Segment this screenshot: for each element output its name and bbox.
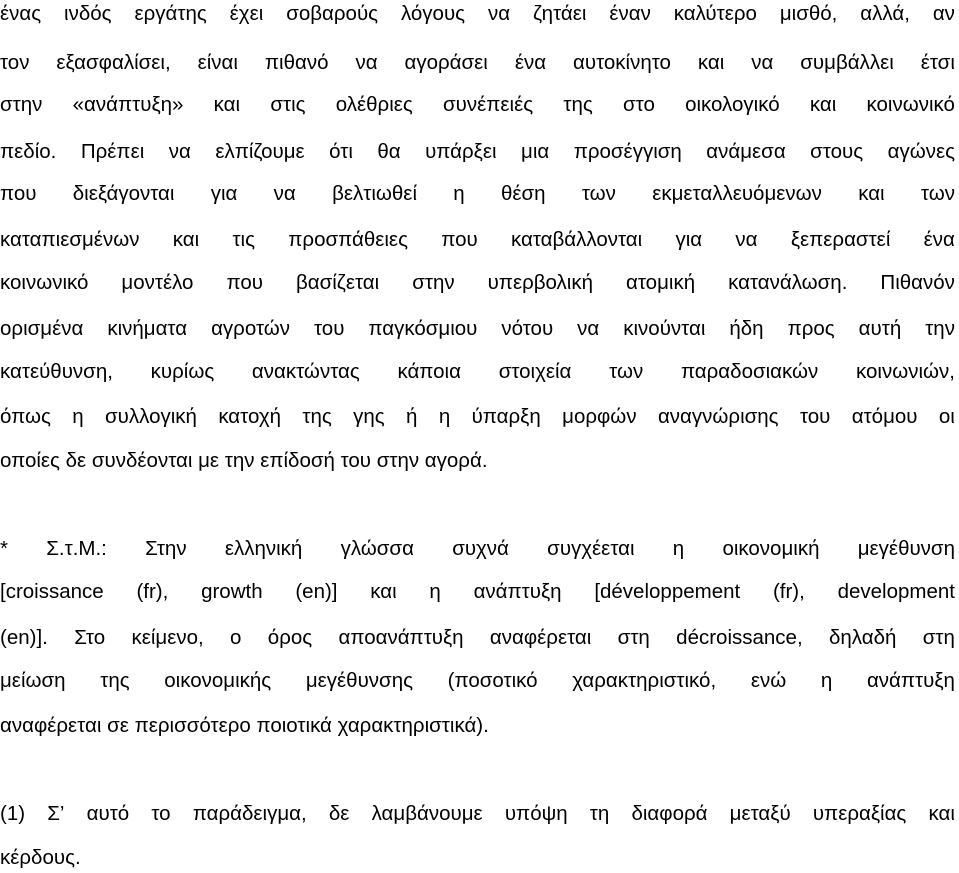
word: και xyxy=(172,228,200,251)
word: (fr), xyxy=(136,580,169,603)
word: χαρακτηριστικό, xyxy=(572,669,717,692)
word: μεταξύ xyxy=(729,802,791,825)
word: ανάμεσα xyxy=(706,140,786,163)
word: αν xyxy=(932,2,955,25)
word: οι xyxy=(938,405,955,428)
note-line xyxy=(0,669,955,693)
word: για xyxy=(675,228,703,251)
word: ανάπτυξη xyxy=(473,580,562,603)
word: στην xyxy=(412,271,455,294)
word: Στο xyxy=(74,626,106,649)
word: κείμενο, xyxy=(131,626,204,649)
word: να xyxy=(487,2,511,25)
word: Πρέπει xyxy=(80,140,145,163)
word: πιθανό xyxy=(264,51,329,74)
word: στην xyxy=(0,93,43,116)
word: να xyxy=(273,182,296,205)
paragraph-line xyxy=(0,405,955,429)
word: παράδειγμα, xyxy=(192,802,307,825)
word: παραδοσιακών xyxy=(680,360,819,383)
word: για xyxy=(210,182,238,205)
word: υπερβολική xyxy=(487,271,594,294)
paragraph-line xyxy=(0,2,955,26)
word: την xyxy=(925,317,955,340)
word: συμβάλλει xyxy=(800,51,894,74)
word: οικονομική xyxy=(722,537,820,560)
word: ένας xyxy=(0,2,42,25)
word: λαμβάνουμε xyxy=(371,802,483,825)
word: αποανάπτυξη xyxy=(338,626,464,649)
word: [développement xyxy=(594,580,741,603)
word: στο xyxy=(622,93,655,116)
word: Στην xyxy=(145,537,187,560)
word: συνέπειές xyxy=(443,93,534,116)
word: μορφών xyxy=(562,405,637,428)
word: αλλά, xyxy=(860,2,910,25)
word: να xyxy=(577,317,600,340)
word: ανάπτυξη xyxy=(866,669,955,692)
word: ήδη xyxy=(729,317,764,340)
word: και xyxy=(213,93,241,116)
word: υπάρξει xyxy=(425,140,497,163)
word: κοινωνιών, xyxy=(856,360,955,383)
word: κινούνται xyxy=(623,317,706,340)
word: του xyxy=(314,317,345,340)
word: décroissance, xyxy=(676,626,803,649)
word: νότου xyxy=(501,317,554,340)
word: ελπίζουμε xyxy=(215,140,305,163)
word: γης xyxy=(353,405,385,428)
paragraph-line xyxy=(0,93,955,117)
word: μείωση xyxy=(0,669,66,692)
word: μοντέλο xyxy=(121,271,194,294)
note-line xyxy=(0,537,955,561)
word: ύπαρξη xyxy=(471,405,541,428)
word: ο xyxy=(230,626,242,649)
word: διεξάγονται xyxy=(72,182,175,205)
word: η xyxy=(429,580,441,603)
word: ατομική xyxy=(626,271,696,294)
word: της xyxy=(302,405,332,428)
word: ατόμου xyxy=(851,405,918,428)
word: και xyxy=(697,51,725,74)
word: των xyxy=(920,182,955,205)
word: βελτιωθεί xyxy=(332,182,417,205)
word: θέση xyxy=(500,182,546,205)
word: ξεπεραστεί xyxy=(790,228,891,251)
paragraph-line xyxy=(0,317,955,341)
word: τη xyxy=(589,802,610,825)
word: πεδίο. xyxy=(0,140,57,163)
word: να xyxy=(168,140,191,163)
footnote-line xyxy=(0,802,955,826)
word: Σ.τ.Μ.: xyxy=(46,537,107,560)
word: είναι xyxy=(197,51,238,74)
word: και xyxy=(928,802,955,825)
word: προς xyxy=(787,317,835,340)
word: μια xyxy=(521,140,550,163)
word: η xyxy=(672,537,685,560)
word: αυτή xyxy=(858,317,902,340)
word: ένα xyxy=(514,51,547,74)
word: κινήματα xyxy=(107,317,188,340)
word: αγοράσει xyxy=(404,51,488,74)
word: ή xyxy=(406,405,418,428)
word: ορισμένα xyxy=(0,317,84,340)
word: κατεύθυνση, xyxy=(0,360,113,383)
word: development xyxy=(837,580,955,603)
word: βασίζεται xyxy=(295,271,380,294)
word: [croissance xyxy=(0,580,104,603)
word: μεγέθυνση xyxy=(857,537,955,560)
word: ολέθριες xyxy=(335,93,413,116)
word: στοιχεία xyxy=(498,360,572,383)
word: growth xyxy=(201,580,263,603)
word: τον xyxy=(0,51,30,74)
word: εργάτης xyxy=(134,2,207,25)
word: * xyxy=(0,537,8,560)
word: ενώ xyxy=(750,669,787,692)
word: μισθό, xyxy=(779,2,838,25)
word: εξασφαλίσει, xyxy=(56,51,171,74)
word: και xyxy=(370,580,397,603)
word: κάποια xyxy=(397,360,461,383)
word: κυρίως xyxy=(150,360,215,383)
word: Σ’ xyxy=(47,802,65,825)
word: καταβάλλονται xyxy=(510,228,643,251)
word: θα xyxy=(377,140,401,163)
word: κοινωνικό xyxy=(866,93,955,116)
word: στις xyxy=(270,93,306,116)
word: σοβαρούς xyxy=(286,2,379,25)
paragraph-line-last: οποίες δε συνδέονται με την επίδοσή του στην αγορά. xyxy=(0,449,488,472)
word: στη xyxy=(617,626,650,649)
note-line-last: αναφέρεται σε περισσότερο ποιοτικά χαρακτηριστικά). xyxy=(0,714,489,737)
word: στη xyxy=(922,626,955,649)
word: όπως xyxy=(0,405,51,428)
word: οικολογικό xyxy=(685,93,780,116)
word: που xyxy=(226,271,263,294)
word: η xyxy=(438,405,451,428)
word: που xyxy=(441,228,478,251)
word: υπόψη xyxy=(504,802,568,825)
word: να xyxy=(751,51,774,74)
word: των xyxy=(581,182,616,205)
word: συλλογική xyxy=(105,405,197,428)
word: η xyxy=(820,669,833,692)
word: της xyxy=(100,669,130,692)
word: συχνά xyxy=(452,537,509,560)
word: ελληνική xyxy=(224,537,303,560)
paragraph-line xyxy=(0,182,955,206)
word: συγχέεται xyxy=(547,537,635,560)
word: ινδός xyxy=(64,2,112,25)
paragraph-line xyxy=(0,228,955,252)
word: αναφέρεται xyxy=(489,626,592,649)
word: των xyxy=(609,360,644,383)
word: κατοχή xyxy=(218,405,281,428)
word: αγροτών xyxy=(211,317,291,340)
word: και xyxy=(809,93,837,116)
paragraph-line xyxy=(0,271,955,295)
note-line xyxy=(0,580,955,604)
word: η xyxy=(72,405,84,428)
word: κοινωνικό xyxy=(0,271,89,294)
word: έναν xyxy=(609,2,651,25)
word: όρος xyxy=(267,626,313,649)
footnote-line-last: κέρδους. xyxy=(0,846,81,869)
word: οικονομικής xyxy=(164,669,272,692)
word: διαφορά xyxy=(631,802,708,825)
word: έτσι xyxy=(920,51,955,74)
word: αγώνες xyxy=(887,140,955,163)
word: προσέγγιση xyxy=(573,140,682,163)
word: η xyxy=(453,182,465,205)
word: προσπάθειες xyxy=(288,228,408,251)
word: να xyxy=(735,228,758,251)
word: λόγους xyxy=(400,2,466,25)
word: ανακτώντας xyxy=(251,360,360,383)
word: να xyxy=(355,51,378,74)
word: της xyxy=(563,93,593,116)
note-line xyxy=(0,626,955,650)
word: έχει xyxy=(229,2,264,25)
word: (en)]. xyxy=(0,626,48,649)
word: τις xyxy=(232,228,255,251)
word: το xyxy=(151,802,171,825)
word: αυτό xyxy=(86,802,130,825)
word: και xyxy=(858,182,885,205)
word: καλύτερο xyxy=(673,2,757,25)
word: εκμεταλλευόμενων xyxy=(652,182,822,205)
word: του xyxy=(799,405,831,428)
word: ότι xyxy=(329,140,353,163)
word: αναγνώρισης xyxy=(657,405,779,428)
word: ζητάει xyxy=(533,2,587,25)
word: μεγέθυνσης xyxy=(305,669,413,692)
word: αυτοκίνητο xyxy=(573,51,671,74)
word: «ανάπτυξη» xyxy=(72,93,184,116)
word: δηλαδή xyxy=(829,626,897,649)
paragraph-line xyxy=(0,140,955,164)
word: καταπιεσμένων xyxy=(0,228,140,251)
word: δε xyxy=(328,802,350,825)
word: (ποσοτικό xyxy=(447,669,538,692)
word: Πιθανόν xyxy=(880,271,955,294)
paragraph-line xyxy=(0,51,955,75)
word: που xyxy=(0,182,37,205)
word: στους xyxy=(810,140,864,163)
word: (en)] xyxy=(295,580,338,603)
word: κατανάλωση. xyxy=(728,271,848,294)
word: υπεραξίας xyxy=(812,802,907,825)
word: (1) xyxy=(0,802,26,825)
word: (fr), xyxy=(772,580,805,603)
word: γλώσσα xyxy=(340,537,414,560)
word: ένα xyxy=(923,228,955,251)
word: παγκόσμιου xyxy=(368,317,478,340)
paragraph-line xyxy=(0,360,955,384)
